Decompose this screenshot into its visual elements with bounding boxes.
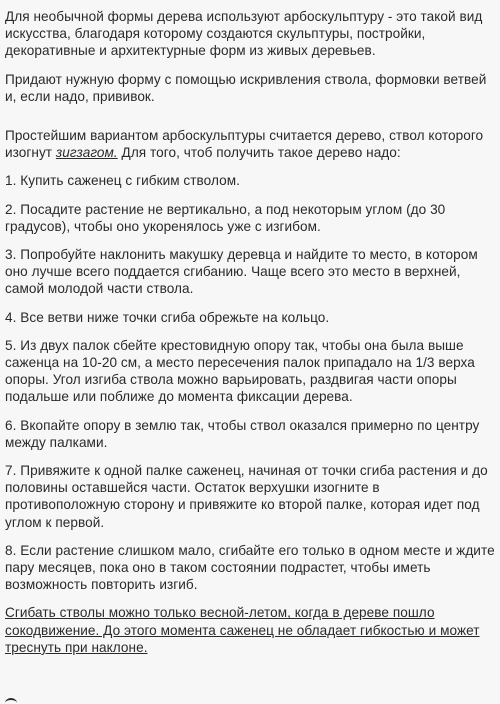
step-5: 5. Из двух палок сбейте крестовидную опору так, чтобы она была выше саженца на 10-20 см, а место пересечения палок припадало на 1/3 верха опоры. Угол изгиба ствола можно варьировать, раздвигая части опоры подальше или поближе до момента фиксации дерева.: [5, 337, 475, 405]
step-6: 6. Вкопайте опору в землю так, чтобы ствол оказался примерно по центру между палками.: [5, 417, 480, 450]
zigzag-text-after: Для того, чтоб получить такое дерево надо:: [117, 145, 401, 161]
step-7: 7. Привяжите к одной палке саженец, начиная от точки сгиба растения и до половины оставшейся части. Остаток верхушки изогните в противоположную сторону и привяжите ко второй палке, которая идет под углом к первой.: [5, 463, 488, 530]
cut-off-text-fragment: [5, 698, 17, 704]
final-note: Сгибать стволы можно только весной-летом, когда в дереве пошло сокодвижение. До этого момента саженец не обладает гибкостью и может треснуть при наклоне.: [5, 605, 480, 655]
zigzag-link[interactable]: зигзагом.: [55, 145, 118, 161]
step-4: 4. Все ветви ниже точки сгиба обрежьте на кольцо.: [5, 309, 330, 325]
intro-paragraph-1: Для необычной формы дерева используют арбоскульптуру - это такой вид искусства, благодаря которому создаются скульптуры, постройки, декоративные и архитектурные форм из живых деревьев.: [5, 9, 483, 59]
step-1: 1. Купить саженец с гибким стволом.: [5, 173, 240, 189]
step-3: 3. Попробуйте наклонить макушку деревца и найдите то место, в котором оно лучше всего поддается сгибанию. Чаще всего это место в верхней, самой молодой части ствола.: [5, 247, 478, 297]
step-8: 8. Если растение слишком мало, сгибайте его только в одном месте и ждите пару месяцев, пока оно в таком состоянии подрастет, чтобы иметь возможность повторить изгиб.: [5, 542, 495, 593]
intro-paragraph-2: Придают нужную форму с помощью искривления ствола, формовки ветвей и, если надо, прививок.: [5, 71, 487, 104]
zigzag-text-before: Простейшим вариантом арбоскульптуры считается дерево, ствол которого изогнут: [5, 128, 484, 161]
step-2: 2. Посадите растение не вертикально, а под некоторым углом (до 30 градусов), чтобы оно укоренялось уже с изгибом.: [5, 201, 446, 234]
zigzag-paragraph: [5, 127, 496, 161]
